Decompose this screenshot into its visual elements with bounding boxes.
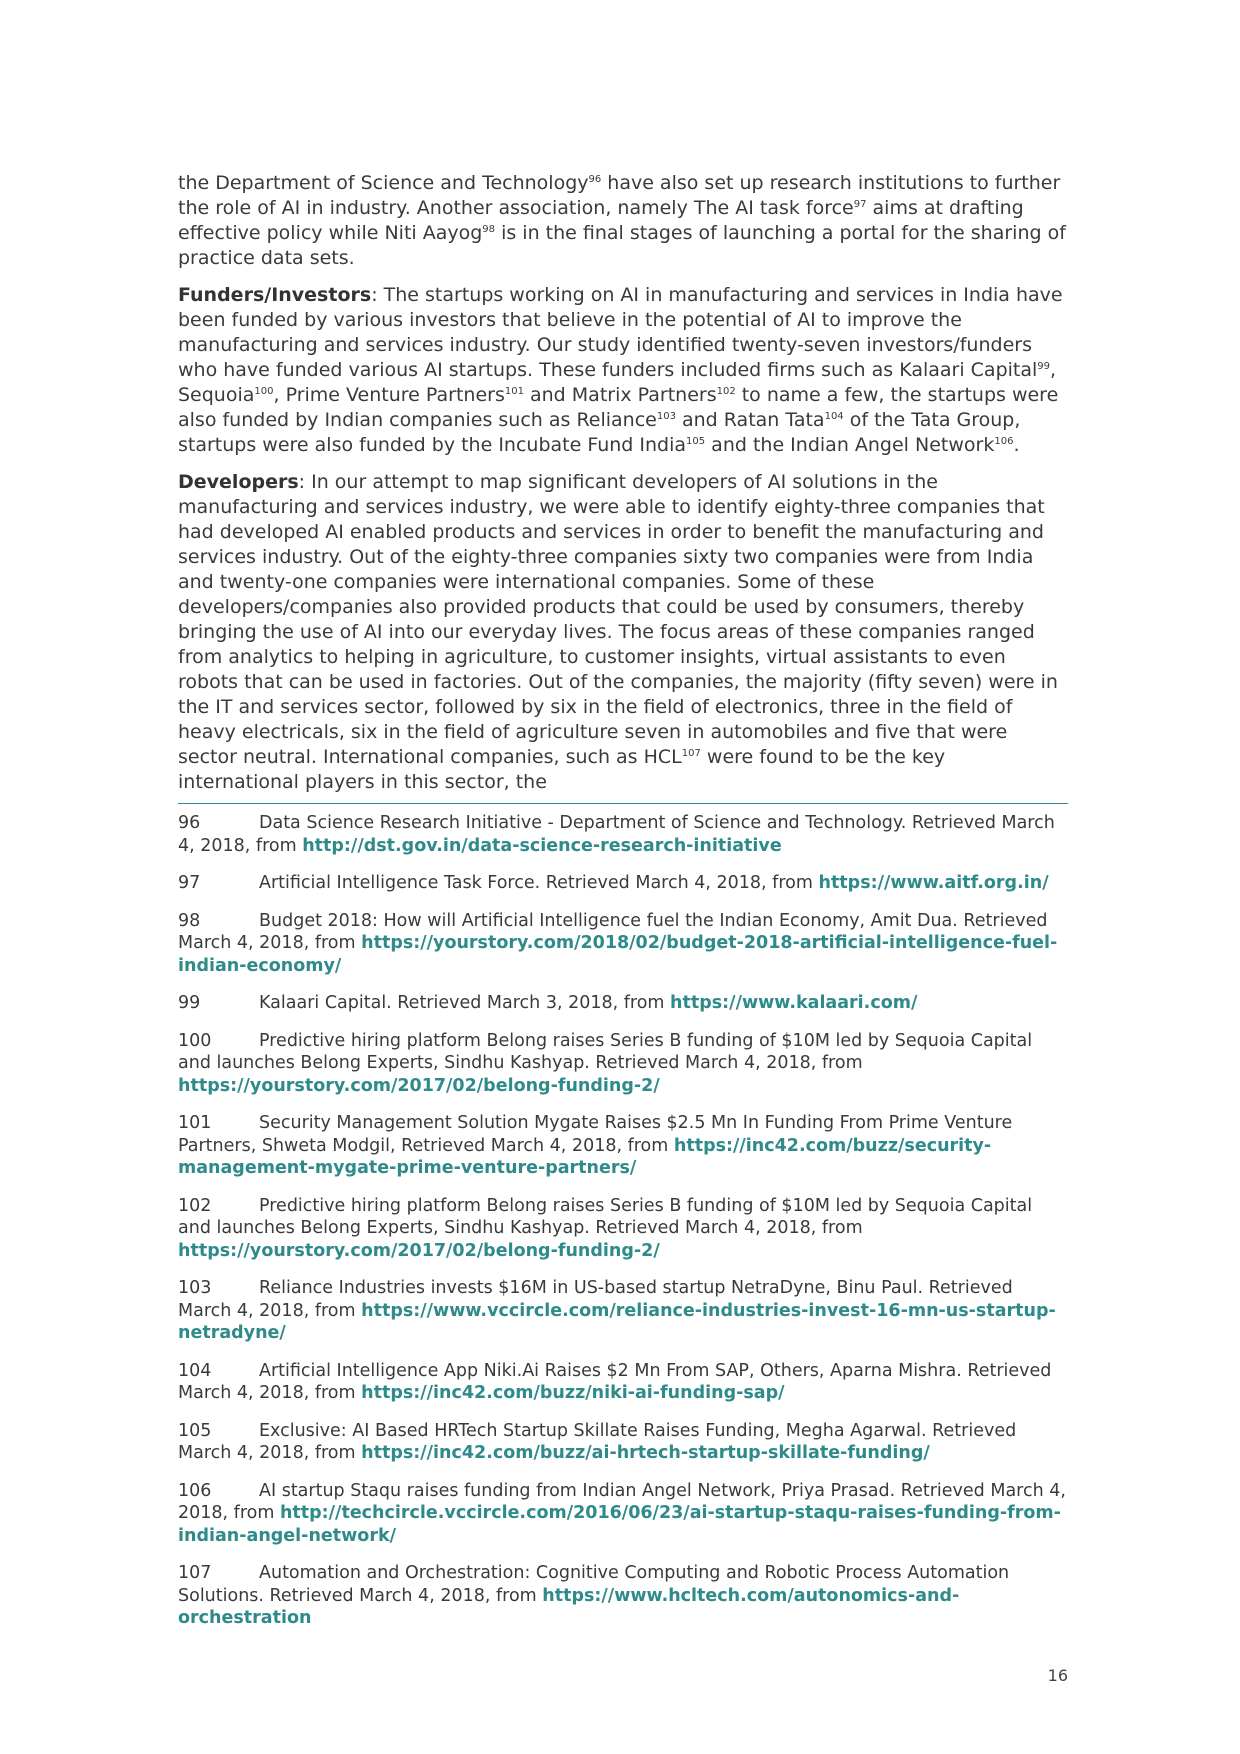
footnote-link[interactable]: https://inc42.com/buzz/ai-hrtech-startup-skillate-funding/: [361, 1443, 930, 1463]
paragraph-text: and Ratan Tata: [675, 409, 825, 431]
footnote-reference: 99: [1037, 361, 1051, 372]
footnote-item: [178, 1030, 1070, 1098]
body-paragraph: [178, 171, 1070, 271]
footnote-number: 97: [178, 873, 201, 893]
lead-separator: :: [371, 284, 384, 306]
body-text: [178, 171, 1070, 807]
footnote-link[interactable]: https://inc42.com/buzz/security-management-mygate-prime-venture-partners/: [178, 1135, 992, 1178]
footnote-text: AI startup Staqu raises funding from Indian Angel Network, Priya Prasad. Retrieved March 4, 2018, from: [178, 1480, 1066, 1523]
footnote-link[interactable]: https://www.hcltech.com/autonomics-and-orchestration: [178, 1585, 960, 1628]
footnotes: [178, 812, 1070, 1645]
footnote-text: Artificial Intelligence Task Force. Retrieved March 4, 2018, from: [259, 873, 819, 893]
paragraph-lead: Developers: [178, 471, 299, 493]
paragraph-text: , Sequoia: [178, 359, 1057, 406]
footnote-number: 103: [178, 1278, 212, 1298]
footnote-item: [178, 1112, 1070, 1180]
footnote-item: [178, 812, 1070, 857]
footnote-item: [178, 910, 1070, 978]
footnote-reference: 102: [716, 386, 736, 397]
footnote-text: Kalaari Capital. Retrieved March 3, 2018, from: [259, 993, 671, 1013]
footnote-number: 100: [178, 1030, 212, 1051]
footnote-link[interactable]: https://yourstory.com/2018/02/budget-2018-artificial-intelligence-fuel-indian-economy/: [178, 933, 1058, 976]
footnote-item: [178, 1480, 1070, 1548]
paragraph-text: aims at drafting effective policy while Niti Aayog: [178, 197, 1024, 244]
footnote-item: [178, 1562, 1070, 1630]
footnote-reference: 100: [254, 386, 274, 397]
footnote-number: 98: [178, 910, 201, 931]
footnote-reference: 107: [681, 748, 701, 759]
footnote-item: [178, 872, 1070, 895]
footnote-number: 99: [178, 993, 201, 1013]
footnote-reference: 105: [686, 436, 706, 447]
footnote-link[interactable]: https://www.vccircle.com/reliance-industries-invest-16-mn-us-startup-netradyne/: [178, 1300, 1056, 1343]
paragraph-text: the Department of Science and Technology: [178, 172, 589, 194]
paragraph-text: of the Tata Group, startups were also funded by the Incubate Fund India: [178, 409, 1021, 456]
paragraph-text: .: [1013, 434, 1020, 456]
footnote-divider: [178, 803, 1068, 804]
footnote-item: [178, 1420, 1070, 1465]
footnote-reference: 103: [656, 411, 676, 422]
lead-separator: :: [298, 471, 312, 493]
footnote-number: 104: [178, 1360, 212, 1381]
footnote-text: Artificial Intelligence App Niki.Ai Raises $2 Mn From SAP, Others, Aparna Mishra. Retrieved March 4, 2018, from: [178, 1360, 1052, 1403]
footnote-text: Automation and Orchestration: Cognitive Computing and Robotic Process Automation Solutions. Retrieved March 4, 2018, from: [178, 1563, 1010, 1606]
body-paragraph: [178, 283, 1070, 458]
paragraph-text: is in the final stages of launching a portal for the sharing of practice data sets.: [178, 222, 1066, 269]
paragraph-text: to name a few, the startups were also funded by Indian companies such as Reliance: [178, 384, 1059, 431]
page-number: 16: [1047, 1666, 1068, 1685]
footnote-number: 102: [178, 1195, 212, 1216]
footnote-number: 106: [178, 1480, 212, 1501]
footnote-link[interactable]: https://inc42.com/buzz/niki-ai-funding-sap/: [361, 1383, 785, 1403]
footnote-number: 105: [178, 1420, 212, 1441]
footnote-text: Predictive hiring platform Belong raises Series B funding of $10M led by Sequoia Capital and launches Belong Experts, Sindhu Kashyap. Retrieved March 4, 2018, from: [178, 1195, 1033, 1238]
footnote-text: Reliance Industries invests $16M in US-based startup NetraDyne, Binu Paul. Retrieved March 4, 2018, from: [178, 1278, 1013, 1321]
footnote-reference: 98: [482, 224, 496, 235]
paragraph-text: The startups working on AI in manufacturing and services in India have been funded by various investors that believe in the potential of AI to improve the manufacturing and services industry. Our study identified twenty-seven investors/funders who have funded various AI startups. These funders included firms such as Kalaari Capital: [178, 284, 1063, 381]
footnote-link[interactable]: http://techcircle.vccircle.com/2016/06/23/ai-startup-staqu-raises-funding-from-indian-angel-network/: [178, 1503, 1061, 1546]
footnote-link[interactable]: https://yourstory.com/2017/02/belong-funding-2/: [178, 1240, 660, 1261]
footnote-link[interactable]: http://dst.gov.in/data-science-research-initiative: [302, 835, 782, 856]
paragraph-lead: Funders/Investors: [178, 284, 372, 306]
paragraph-text: , Prime Venture Partners: [273, 384, 505, 406]
body-paragraph: [178, 470, 1070, 795]
footnote-text: Data Science Research Initiative - Department of Science and Technology. Retrieved March 4, 2018, from: [178, 813, 1055, 856]
footnote-text: Budget 2018: How will Artificial Intelligence fuel the Indian Economy, Amit Dua. Retrieved March 4, 2018, from: [178, 910, 1048, 953]
footnote-link[interactable]: https://yourstory.com/2017/02/belong-funding-2/: [178, 1075, 660, 1096]
footnote-item: [178, 992, 1070, 1015]
footnote-number: 107: [178, 1563, 212, 1583]
footnote-text: Security Management Solution Mygate Raises $2.5 Mn In Funding From Prime Venture Partners, Shweta Modgil, Retrieved March 4, 2018, from: [178, 1113, 1013, 1156]
footnote-reference: 106: [994, 436, 1014, 447]
footnote-link[interactable]: https://www.aitf.org.in/: [818, 873, 1049, 893]
footnote-link[interactable]: https://www.kalaari.com/: [670, 993, 918, 1013]
paragraph-text: and Matrix Partners: [523, 384, 717, 406]
footnote-item: [178, 1195, 1070, 1263]
paragraph-text: and the Indian Angel Network: [705, 434, 995, 456]
footnote-number: 101: [178, 1113, 212, 1133]
footnote-number: 96: [178, 813, 201, 833]
paragraph-text: In our attempt to map significant developers of AI solutions in the manufacturing and services industry, we were able to identify eighty-three companies that had developed AI enabled products and services in order to benefit the manufacturing and services industry. Out of the eighty-three companies sixty two companies were from India and twenty-one companies were international companies. Some of these developers/companies also provided products that could be used by consumers, thereby bringing the use of AI into our everyday lives. The focus areas of these companies ranged from analytics to helping in agriculture, to customer insights, virtual assistants to even robots that can be used in factories. Out of the companies, the majority (fifty seven) were in the IT and services sector, followed by six in the field of electronics, three in the field of heavy electricals, six in the field of agriculture seven in automobiles and five that were sector neutral. International companies, such as HCL: [178, 471, 1058, 768]
footnote-text: Predictive hiring platform Belong raises Series B funding of $10M led by Sequoia Capital and launches Belong Experts, Sindhu Kashyap. Retrieved March 4, 2018, from: [178, 1030, 1033, 1073]
footnote-reference: 97: [853, 199, 867, 210]
paragraph-text: were found to be the key international players in this sector, the: [178, 746, 946, 793]
footnote-reference: 96: [588, 174, 602, 185]
paragraph-text: have also set up research institutions to further the role of AI in industry. Another association, namely The AI task force: [178, 172, 1061, 219]
footnote-text: Exclusive: AI Based HRTech Startup Skillate Raises Funding, Megha Agarwal. Retrieved March 4, 2018, from: [178, 1420, 1017, 1463]
footnote-reference: 101: [504, 386, 524, 397]
footnote-item: [178, 1277, 1070, 1345]
footnote-item: [178, 1360, 1070, 1405]
footnote-reference: 104: [824, 411, 844, 422]
